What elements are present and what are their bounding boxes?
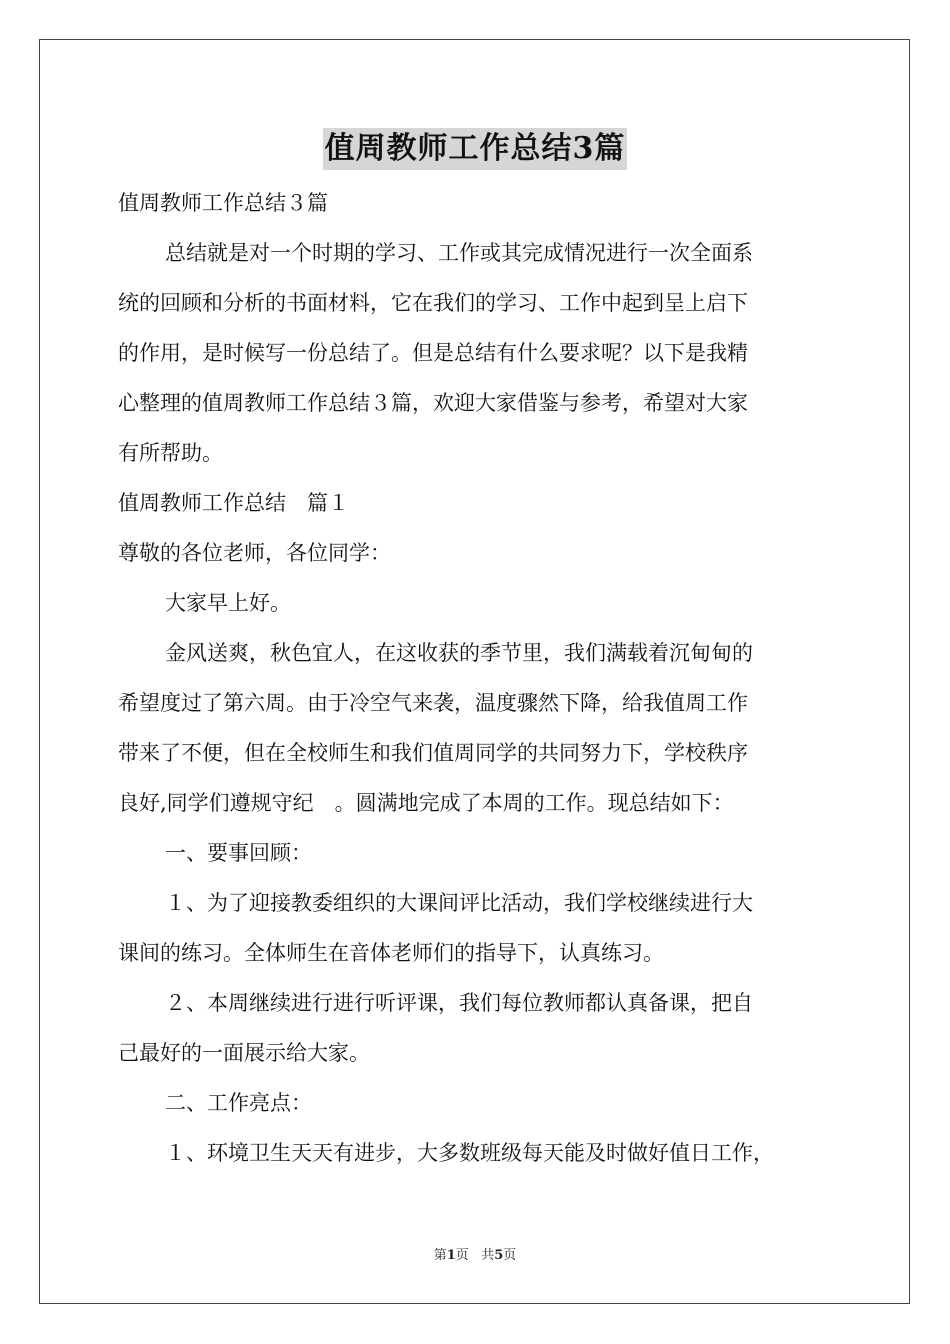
- text-line: 带来了不便，但在全校师生和我们值周同学的共同努力下，学校秩序: [118, 741, 748, 765]
- text-line: 总结就是对一个时期的学习、工作或其完成情况进行一次全面系: [165, 241, 753, 265]
- text-line: １、为了迎接教委组织的大课间评比活动，我们学校继续进行大: [165, 891, 753, 915]
- page-footer: [0, 1244, 950, 1263]
- text-line: 心整理的值周教师工作总结３篇，欢迎大家借鉴与参考，希望对大家: [118, 391, 748, 415]
- footer-page-prefix: 第: [433, 1248, 447, 1263]
- document-title: 值周教师工作总结3篇: [323, 128, 628, 170]
- text-line: 良好,同学们遵规守纪 。圆满地完成了本周的工作。现总结如下：: [118, 791, 734, 815]
- text-line: 统的回顾和分析的书面材料，它在我们的学习、工作中起到呈上启下: [118, 291, 748, 315]
- footer-page-number: 1: [446, 1248, 456, 1263]
- text-line: 己最好的一面展示给大家。: [118, 1041, 370, 1065]
- footer-page-unit: 页: [455, 1248, 469, 1263]
- text-line: 值周教师工作总结 篇１: [118, 491, 349, 515]
- text-line: 希望度过了第六周。由于冷空气来袭，温度骤然下降，给我值周工作: [118, 691, 748, 715]
- title-container: [0, 128, 950, 170]
- footer-total-number: 5: [494, 1248, 504, 1263]
- text-line: 金风送爽，秋色宜人，在这收获的季节里，我们满载着沉甸甸的: [165, 641, 753, 665]
- document-body: [118, 178, 836, 1178]
- footer-total-prefix: 共: [481, 1248, 495, 1263]
- text-line: 有所帮助。: [118, 441, 223, 465]
- text-line: １、环境卫生天天有进步，大多数班级每天能及时做好值日工作，: [165, 1141, 774, 1165]
- text-line: 值周教师工作总结３篇: [118, 191, 328, 215]
- text-line: 尊敬的各位老师，各位同学：: [118, 541, 391, 565]
- text-line: 大家早上好。: [165, 591, 291, 615]
- text-line: 一、要事回顾：: [165, 841, 312, 865]
- footer-total-unit: 页: [503, 1248, 517, 1263]
- text-line: 二、工作亮点：: [165, 1091, 312, 1115]
- text-line: 课间的练习。全体师生在音体老师们的指导下，认真练习。: [118, 941, 664, 965]
- text-line: ２、本周继续进行进行听评课，我们每位教师都认真备课，把自: [165, 991, 753, 1015]
- text-line: 的作用，是时候写一份总结了。但是总结有什么要求呢？以下是我精: [118, 341, 748, 365]
